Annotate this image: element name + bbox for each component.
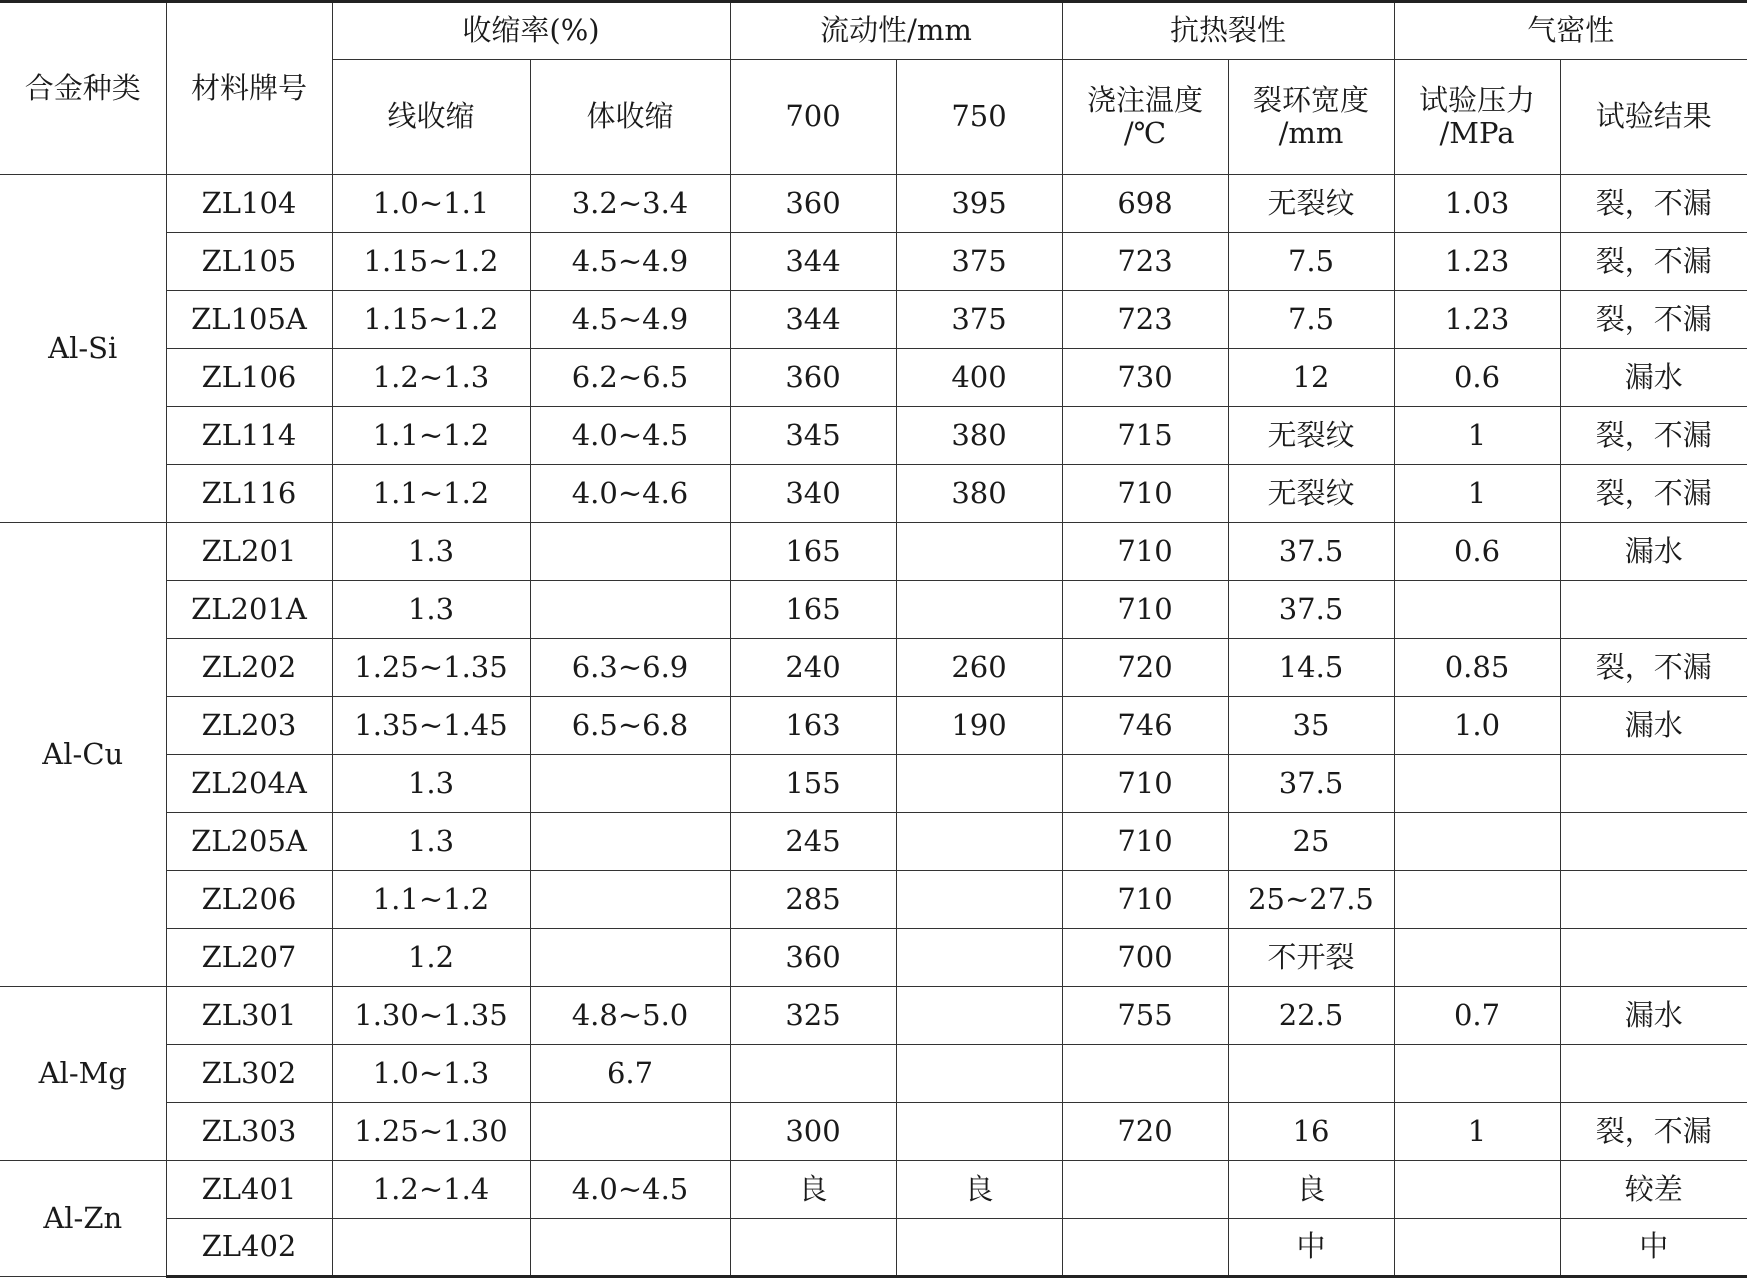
cell-ring-width: 中: [1228, 1219, 1394, 1277]
cell-test-result: 裂，不漏: [1560, 465, 1747, 523]
cell-linear-shrinkage: 1.1~1.2: [332, 871, 530, 929]
alloy-group-cell: Al-Si: [0, 175, 166, 523]
cell-volume-shrinkage: [530, 929, 730, 987]
cell-fluidity-750: 380: [896, 407, 1062, 465]
cell-grade: ZL204A: [166, 755, 332, 813]
cell-linear-shrinkage: 1.15~1.2: [332, 233, 530, 291]
header-test-pressure: [1394, 60, 1560, 175]
table-row: [0, 465, 1747, 523]
cell-pour-temp: 710: [1062, 813, 1228, 871]
cell-test-pressure: 1.23: [1394, 233, 1560, 291]
table-row: [0, 639, 1747, 697]
cell-pour-temp: 755: [1062, 987, 1228, 1045]
header-ring-width-line1: 裂环宽度: [1253, 82, 1370, 117]
cell-ring-width: 35: [1228, 697, 1394, 755]
table-row: [0, 523, 1747, 581]
cell-test-result: 较差: [1560, 1161, 1747, 1219]
cell-volume-shrinkage: 4.0~4.6: [530, 465, 730, 523]
table-row: [0, 291, 1747, 349]
header-shrinkage: 收缩率(%): [332, 2, 730, 60]
cell-grade: ZL201A: [166, 581, 332, 639]
cell-test-result: 漏水: [1560, 349, 1747, 407]
table-row: [0, 1161, 1747, 1219]
cell-ring-width: 25: [1228, 813, 1394, 871]
header-pour-temp-line1: 浇注温度: [1086, 82, 1203, 117]
cell-test-result: [1560, 755, 1747, 813]
header-alloy-type: 合金种类: [0, 2, 166, 175]
table-row: [0, 929, 1747, 987]
cell-test-result: [1560, 929, 1747, 987]
cell-pour-temp: 730: [1062, 349, 1228, 407]
cell-pour-temp: 720: [1062, 639, 1228, 697]
cell-fluidity-700: 163: [730, 697, 896, 755]
cell-test-pressure: [1394, 813, 1560, 871]
cell-grade: ZL303: [166, 1103, 332, 1161]
cell-pour-temp: 723: [1062, 291, 1228, 349]
cell-pour-temp: [1062, 1219, 1228, 1277]
table-row: [0, 175, 1747, 233]
cell-fluidity-700: 良: [730, 1161, 896, 1219]
cell-test-pressure: [1394, 871, 1560, 929]
cell-volume-shrinkage: 6.3~6.9: [530, 639, 730, 697]
cell-fluidity-700: 300: [730, 1103, 896, 1161]
cell-test-pressure: 1.03: [1394, 175, 1560, 233]
cell-grade: ZL203: [166, 697, 332, 755]
cell-pour-temp: 720: [1062, 1103, 1228, 1161]
cell-fluidity-700: 344: [730, 233, 896, 291]
cell-test-result: [1560, 581, 1747, 639]
cell-fluidity-700: [730, 1219, 896, 1277]
cell-test-pressure: 0.85: [1394, 639, 1560, 697]
cell-fluidity-750: [896, 1219, 1062, 1277]
cell-ring-width: 无裂纹: [1228, 407, 1394, 465]
header-pour-temp: [1062, 60, 1228, 175]
cell-pour-temp: 698: [1062, 175, 1228, 233]
cell-volume-shrinkage: [530, 1103, 730, 1161]
header-pour-temp-line2: /℃: [1123, 116, 1167, 150]
cell-fluidity-700: 344: [730, 291, 896, 349]
header-volume-shrinkage: 体收缩: [530, 60, 730, 175]
cell-fluidity-750: 380: [896, 465, 1062, 523]
cell-ring-width: [1228, 1045, 1394, 1103]
cell-volume-shrinkage: [530, 581, 730, 639]
cell-pour-temp: 723: [1062, 233, 1228, 291]
cell-fluidity-750: [896, 871, 1062, 929]
table-row: [0, 987, 1747, 1045]
cell-grade: ZL402: [166, 1219, 332, 1277]
cell-ring-width: 22.5: [1228, 987, 1394, 1045]
cell-ring-width: 无裂纹: [1228, 465, 1394, 523]
cell-fluidity-750: [896, 1045, 1062, 1103]
cell-fluidity-750: 190: [896, 697, 1062, 755]
cell-volume-shrinkage: 4.0~4.5: [530, 407, 730, 465]
cell-fluidity-700: 325: [730, 987, 896, 1045]
cell-fluidity-750: [896, 929, 1062, 987]
header-hot-crack: 抗热裂性: [1062, 2, 1394, 60]
cell-grade: ZL106: [166, 349, 332, 407]
cell-linear-shrinkage: 1.3: [332, 755, 530, 813]
cell-test-result: 裂，不漏: [1560, 639, 1747, 697]
cell-ring-width: 16: [1228, 1103, 1394, 1161]
cell-fluidity-750: 400: [896, 349, 1062, 407]
cell-pour-temp: [1062, 1045, 1228, 1103]
cell-fluidity-750: [896, 755, 1062, 813]
cell-grade: ZL116: [166, 465, 332, 523]
table-row: [0, 813, 1747, 871]
cell-fluidity-750: 良: [896, 1161, 1062, 1219]
cell-ring-width: 37.5: [1228, 523, 1394, 581]
cell-ring-width: 37.5: [1228, 581, 1394, 639]
cell-volume-shrinkage: 6.2~6.5: [530, 349, 730, 407]
cell-grade: ZL105A: [166, 291, 332, 349]
cell-linear-shrinkage: 1.30~1.35: [332, 987, 530, 1045]
cell-pour-temp: 710: [1062, 523, 1228, 581]
cell-ring-width: 良: [1228, 1161, 1394, 1219]
cell-fluidity-750: 375: [896, 233, 1062, 291]
cell-test-pressure: [1394, 1219, 1560, 1277]
cell-pour-temp: [1062, 1161, 1228, 1219]
cell-fluidity-750: 395: [896, 175, 1062, 233]
cell-test-result: 裂，不漏: [1560, 1103, 1747, 1161]
cell-fluidity-750: 260: [896, 639, 1062, 697]
table-row: [0, 755, 1747, 813]
cell-fluidity-700: 360: [730, 175, 896, 233]
cell-volume-shrinkage: 6.7: [530, 1045, 730, 1103]
table-body: [0, 175, 1747, 1277]
cell-volume-shrinkage: [530, 523, 730, 581]
cell-volume-shrinkage: 4.8~5.0: [530, 987, 730, 1045]
cell-fluidity-700: 240: [730, 639, 896, 697]
cell-test-pressure: [1394, 929, 1560, 987]
cell-linear-shrinkage: 1.3: [332, 523, 530, 581]
cell-linear-shrinkage: 1.35~1.45: [332, 697, 530, 755]
cell-fluidity-700: [730, 1045, 896, 1103]
alloy-group-cell: Al-Mg: [0, 987, 166, 1161]
cell-ring-width: 无裂纹: [1228, 175, 1394, 233]
header-ring-width: [1228, 60, 1394, 175]
cell-test-pressure: 1.0: [1394, 697, 1560, 755]
cell-fluidity-700: 165: [730, 581, 896, 639]
cell-test-pressure: [1394, 1161, 1560, 1219]
header-fluidity-750: 750: [896, 60, 1062, 175]
cell-fluidity-700: 165: [730, 523, 896, 581]
header-linear-shrinkage: 线收缩: [332, 60, 530, 175]
table-row: [0, 1219, 1747, 1277]
cell-fluidity-700: 345: [730, 407, 896, 465]
cell-linear-shrinkage: 1.25~1.35: [332, 639, 530, 697]
cell-volume-shrinkage: 4.5~4.9: [530, 291, 730, 349]
cell-fluidity-750: [896, 987, 1062, 1045]
cell-test-pressure: 1.23: [1394, 291, 1560, 349]
cell-test-pressure: 0.6: [1394, 349, 1560, 407]
header-ring-width-line2: /mm: [1278, 116, 1344, 150]
alloy-group-cell: Al-Cu: [0, 523, 166, 987]
cell-linear-shrinkage: 1.15~1.2: [332, 291, 530, 349]
cell-linear-shrinkage: 1.2: [332, 929, 530, 987]
cell-linear-shrinkage: 1.25~1.30: [332, 1103, 530, 1161]
cell-fluidity-700: 360: [730, 349, 896, 407]
cell-ring-width: 7.5: [1228, 233, 1394, 291]
header-grade: 材料牌号: [166, 2, 332, 175]
cell-fluidity-750: [896, 523, 1062, 581]
cell-test-result: 漏水: [1560, 523, 1747, 581]
cell-linear-shrinkage: 1.1~1.2: [332, 407, 530, 465]
header-fluidity: 流动性/mm: [730, 2, 1062, 60]
cell-linear-shrinkage: 1.2~1.3: [332, 349, 530, 407]
cell-fluidity-700: 155: [730, 755, 896, 813]
cell-linear-shrinkage: [332, 1219, 530, 1277]
cell-fluidity-750: [896, 1103, 1062, 1161]
cell-test-pressure: 1: [1394, 465, 1560, 523]
cell-grade: ZL201: [166, 523, 332, 581]
table-row: [0, 697, 1747, 755]
cell-fluidity-700: 245: [730, 813, 896, 871]
cell-test-result: 中: [1560, 1219, 1747, 1277]
cell-grade: ZL302: [166, 1045, 332, 1103]
cell-volume-shrinkage: [530, 1219, 730, 1277]
cell-volume-shrinkage: [530, 755, 730, 813]
cell-test-result: 漏水: [1560, 987, 1747, 1045]
cell-pour-temp: 746: [1062, 697, 1228, 755]
cell-test-pressure: 0.6: [1394, 523, 1560, 581]
cell-test-pressure: 1: [1394, 1103, 1560, 1161]
table-row: [0, 233, 1747, 291]
cell-pour-temp: 710: [1062, 755, 1228, 813]
cell-linear-shrinkage: 1.0~1.3: [332, 1045, 530, 1103]
cell-ring-width: 25~27.5: [1228, 871, 1394, 929]
header-test-result: 试验结果: [1560, 60, 1747, 175]
cell-grade: ZL205A: [166, 813, 332, 871]
cell-test-result: [1560, 871, 1747, 929]
cell-grade: ZL114: [166, 407, 332, 465]
cell-test-result: 裂，不漏: [1560, 291, 1747, 349]
cell-test-result: [1560, 1045, 1747, 1103]
cell-pour-temp: 710: [1062, 581, 1228, 639]
cell-fluidity-750: 375: [896, 291, 1062, 349]
cell-ring-width: 不开裂: [1228, 929, 1394, 987]
cell-pour-temp: 710: [1062, 871, 1228, 929]
cell-linear-shrinkage: 1.2~1.4: [332, 1161, 530, 1219]
header-airtightness: 气密性: [1394, 2, 1747, 60]
cell-grade: ZL206: [166, 871, 332, 929]
cell-grade: ZL104: [166, 175, 332, 233]
cell-test-pressure: [1394, 581, 1560, 639]
cell-test-result: [1560, 813, 1747, 871]
cell-test-pressure: [1394, 755, 1560, 813]
cell-pour-temp: 710: [1062, 465, 1228, 523]
cell-volume-shrinkage: 4.0~4.5: [530, 1161, 730, 1219]
cell-volume-shrinkage: [530, 813, 730, 871]
header-test-pressure-line1: 试验压力: [1419, 82, 1536, 117]
cell-volume-shrinkage: 4.5~4.9: [530, 233, 730, 291]
cell-ring-width: 12: [1228, 349, 1394, 407]
cell-linear-shrinkage: 1.3: [332, 581, 530, 639]
cell-grade: ZL301: [166, 987, 332, 1045]
cell-volume-shrinkage: 3.2~3.4: [530, 175, 730, 233]
cell-test-pressure: [1394, 1045, 1560, 1103]
cell-linear-shrinkage: 1.1~1.2: [332, 465, 530, 523]
cell-test-result: 裂，不漏: [1560, 175, 1747, 233]
cell-ring-width: 14.5: [1228, 639, 1394, 697]
cell-volume-shrinkage: [530, 871, 730, 929]
header-test-pressure-line2: /MPa: [1439, 116, 1515, 150]
cell-ring-width: 7.5: [1228, 291, 1394, 349]
cell-test-result: 裂，不漏: [1560, 407, 1747, 465]
table-row: [0, 581, 1747, 639]
cell-test-pressure: 1: [1394, 407, 1560, 465]
alloy-group-cell: Al-Zn: [0, 1161, 166, 1277]
cell-test-result: 裂，不漏: [1560, 233, 1747, 291]
cell-fluidity-700: 285: [730, 871, 896, 929]
cell-test-result: 漏水: [1560, 697, 1747, 755]
cell-grade: ZL202: [166, 639, 332, 697]
table-row: [0, 349, 1747, 407]
cell-volume-shrinkage: 6.5~6.8: [530, 697, 730, 755]
table-row: [0, 407, 1747, 465]
cell-pour-temp: 715: [1062, 407, 1228, 465]
cell-fluidity-750: [896, 813, 1062, 871]
table-row: [0, 871, 1747, 929]
cell-fluidity-700: 340: [730, 465, 896, 523]
cell-fluidity-700: 360: [730, 929, 896, 987]
cell-fluidity-750: [896, 581, 1062, 639]
cell-grade: ZL105: [166, 233, 332, 291]
header-fluidity-700: 700: [730, 60, 896, 175]
cell-grade: ZL207: [166, 929, 332, 987]
cell-test-pressure: 0.7: [1394, 987, 1560, 1045]
cell-pour-temp: 700: [1062, 929, 1228, 987]
cell-linear-shrinkage: 1.0~1.1: [332, 175, 530, 233]
cell-ring-width: 37.5: [1228, 755, 1394, 813]
table-row: [0, 1045, 1747, 1103]
table-row: [0, 1103, 1747, 1161]
cell-grade: ZL401: [166, 1161, 332, 1219]
cell-linear-shrinkage: 1.3: [332, 813, 530, 871]
